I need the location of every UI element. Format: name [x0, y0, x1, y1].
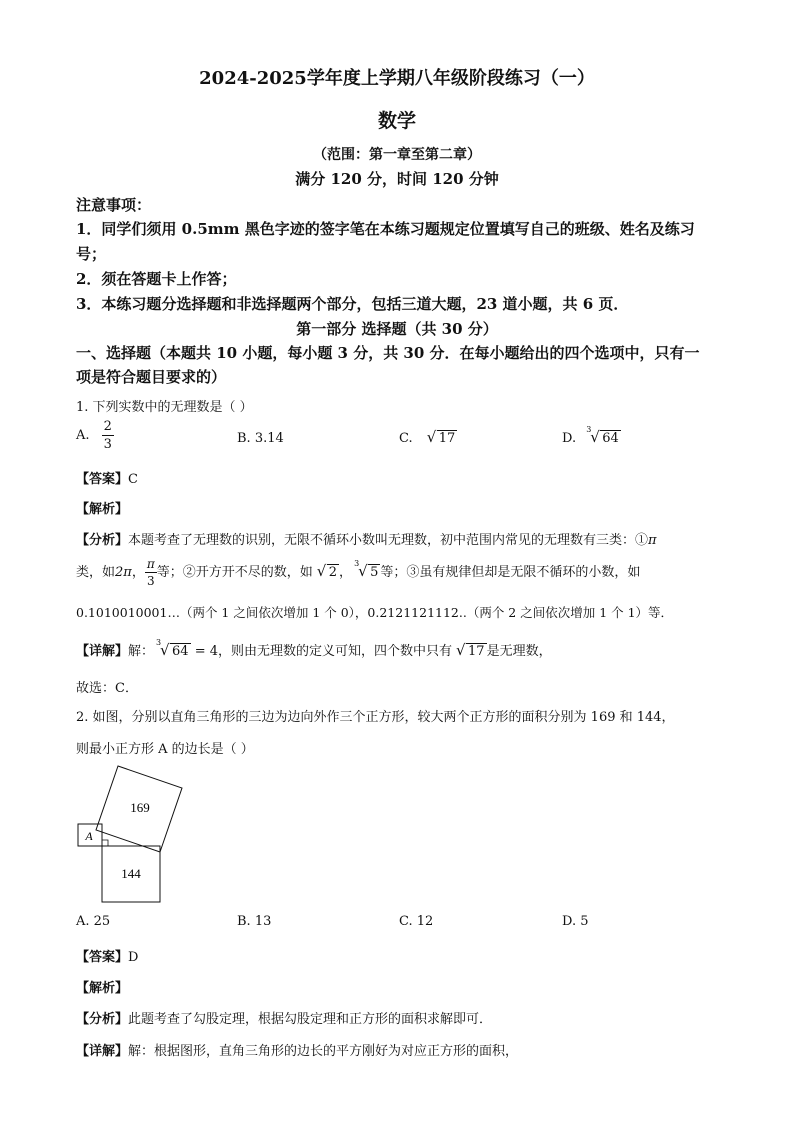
q1-option-a-label: A.	[76, 428, 90, 443]
q2-stem-cont: 则最小正方形 A 的边长是（ ）	[76, 742, 254, 757]
q1-option-a-denominator: 3	[103, 437, 112, 452]
q2-option-c: C. 12	[399, 914, 434, 929]
q1-fenxi-pi-den: 3	[146, 574, 155, 588]
q1-detail-tag: 【详解】	[76, 644, 129, 659]
q1-option-a	[76, 420, 114, 451]
q1-analysis-label: 【解析】	[76, 502, 129, 517]
q1-detail-rad17-radicand: 17	[468, 644, 485, 659]
q1-option-c-label: C.	[399, 431, 413, 446]
notice-heading: 注意事项：	[76, 196, 152, 214]
q1-detail-text-a: 解：	[128, 644, 155, 659]
q1-fenxi-pi: π	[648, 533, 657, 548]
q1-fenxi-line3: 0.1010010001…（两个 1 之间依次增加 1 个 0），0.2121121112..（两个 2 之间依次增加 1 个 1）等．	[76, 605, 674, 620]
q1-choose: 故选：C．	[76, 681, 138, 696]
q1-fenxi-line2	[76, 558, 640, 587]
score-time-text: 满分 120 分，时间 120 分钟	[295, 170, 499, 188]
q2-answer	[76, 946, 138, 965]
q1-detail-text-b: = 4，则由无理数的定义可知，四个数中只有	[190, 644, 453, 659]
q2-analysis	[76, 977, 128, 996]
q1-fenxi-rad5-index: 3	[354, 559, 360, 568]
q1-option-d	[562, 425, 621, 446]
q1-fenxi-rad5: 3 √ 5	[354, 559, 379, 580]
label-a: A	[85, 829, 93, 843]
q1-fenxi-text2b: ，	[131, 565, 145, 580]
q2-analysis-label: 【解析】	[76, 981, 129, 996]
q1-fenxi-text2c: 等；②开方开不尽的数，如	[156, 565, 313, 580]
notice-item-2: 2．须在答题卡上作答；	[76, 270, 237, 288]
notice-item-3: 3．本练习题分选择题和非选择题两个部分，包括三道大题，23 道小题，共 6 页．	[76, 295, 629, 313]
q1-fenxi-line1	[76, 529, 657, 548]
section-heading-cont: 项是符合题目要求的）	[76, 368, 227, 386]
q1-fenxi-text2a: 类，如	[76, 565, 116, 580]
q2-fenxi-text: 此题考查了勾股定理，根据勾股定理和正方形的面积求解即可．	[128, 1012, 493, 1027]
q1-fenxi-rad2: √ 2	[316, 562, 338, 580]
q1-detail	[76, 640, 552, 659]
q1-option-a-fraction	[102, 420, 114, 451]
q2-option-d: D. 5	[562, 914, 589, 929]
q1-detail-rad64-radicand: 64	[172, 644, 189, 659]
q1-detail-rad64-index: 3	[156, 638, 162, 647]
q2-answer-tag: 【答案】	[76, 950, 129, 965]
section-heading: 一、选择题（本题共 10 小题，每小题 3 分，共 30 分．在每小题给出的四个选项中，只有一	[76, 344, 700, 362]
q1-fenxi-text1: 本题考查了无理数的识别，无限不循环小数叫无理数，初中范围内常见的无理数有三类：①	[128, 533, 649, 548]
q1-analysis-tag	[76, 498, 128, 517]
q2-answer-value: D	[128, 950, 139, 965]
notice-item-1-cont: 号；	[76, 245, 107, 263]
q2-figure	[76, 764, 196, 904]
q1-option-c	[399, 428, 457, 446]
q1-fenxi-pi-over-3	[145, 558, 157, 587]
q1-option-d-radical: 3 √ 64	[586, 425, 619, 446]
label-144: 144	[121, 866, 141, 881]
q1-stem: 1. 下列实数中的无理数是（ ）	[76, 400, 253, 415]
q2-option-a: A. 25	[76, 914, 111, 929]
q1-option-d-label: D.	[562, 431, 577, 446]
q2-detail-text: 解：根据图形，直角三角形的边长的平方刚好为对应正方形的面积，	[128, 1044, 519, 1059]
q1-fenxi-pi-num: π	[146, 557, 155, 571]
q1-detail-rad17: √ 17	[456, 641, 485, 659]
q2-detail	[76, 1040, 518, 1059]
q2-fenxi	[76, 1008, 492, 1027]
q1-fenxi-rad5-radicand: 5	[370, 565, 379, 580]
q1-option-d-radicand: 64	[602, 431, 619, 446]
q1-option-d-index: 3	[586, 425, 592, 434]
q2-stem: 2. 如图，分别以直角三角形的三边为边向外作三个正方形，较大两个正方形的面积分别为 169 和 144，	[76, 710, 675, 725]
label-169: 169	[130, 800, 150, 815]
right-angle-mark	[102, 840, 108, 846]
page-title: 2024-2025学年度上学期八年级阶段练习（一）	[199, 68, 595, 89]
q1-answer	[76, 468, 138, 487]
q1-detail-text-c: 是无理数，	[486, 644, 552, 659]
q1-answer-value: C	[128, 472, 138, 487]
q1-fenxi-tag: 【分析】	[76, 533, 129, 548]
q1-option-c-radical: √ 17	[426, 428, 456, 446]
q1-fenxi-two-pi: 2π	[115, 565, 132, 580]
scope-text: （范围：第一章至第二章）	[313, 147, 481, 163]
q2-fenxi-tag: 【分析】	[76, 1012, 129, 1027]
q2-option-b: B. 13	[237, 914, 272, 929]
q2-detail-tag: 【详解】	[76, 1044, 129, 1059]
q1-fenxi-text2d: ，	[339, 565, 353, 580]
notice-item-1: 1．同学们须用 0.5mm 黑色字迹的签字笔在本练习题规定位置填写自己的班级、姓名及练习	[76, 220, 695, 238]
q1-fenxi-rad2-radicand: 2	[328, 565, 338, 580]
q1-option-b: B. 3.14	[237, 431, 284, 446]
q1-fenxi-text2e: 等；③虽有规律但却是无限不循环的小数，如	[380, 565, 641, 580]
subject-title: 数学	[377, 110, 416, 132]
q1-option-a-numerator: 2	[103, 419, 112, 434]
q1-answer-tag: 【答案】	[76, 472, 129, 487]
q1-detail-rad64: 3 √ 64	[156, 638, 189, 659]
part1-heading: 第一部分 选择题（共 30 分）	[296, 320, 498, 338]
q1-option-c-radicand: 17	[438, 431, 456, 446]
